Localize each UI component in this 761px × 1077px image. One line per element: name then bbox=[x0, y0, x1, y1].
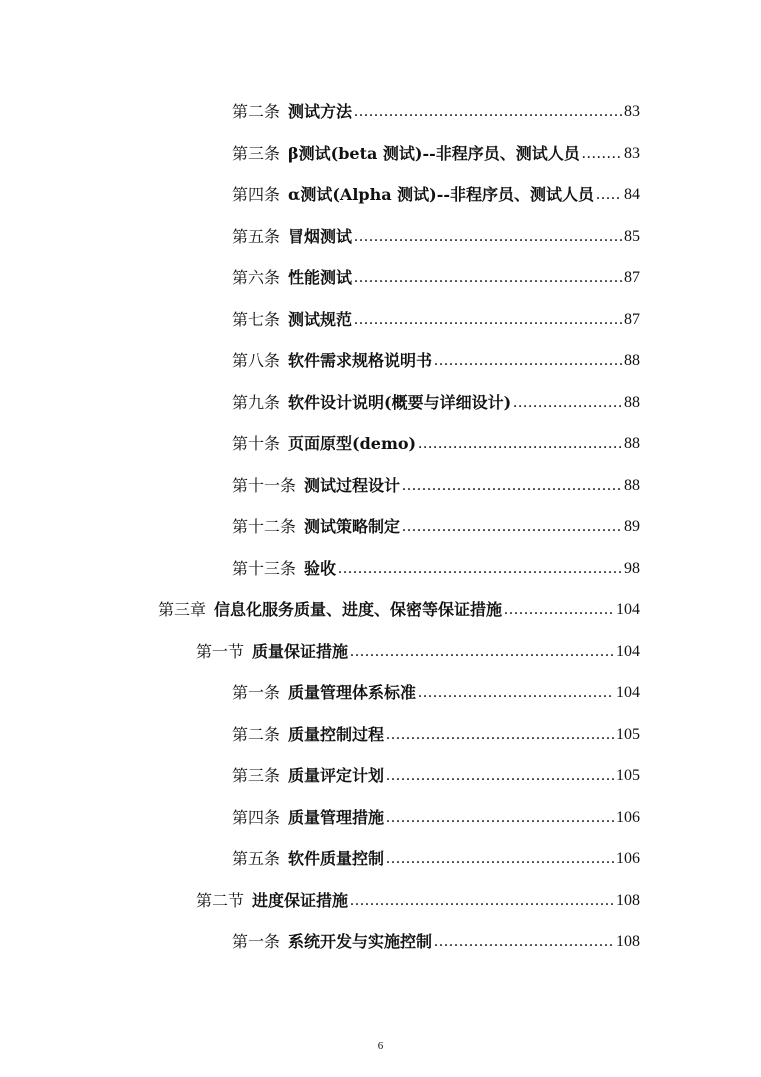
toc-entry-page: 98 bbox=[624, 560, 640, 577]
toc-entry-number: 第一条 bbox=[232, 683, 281, 702]
toc-entry-page: 104 bbox=[616, 684, 640, 701]
toc-leader-dots bbox=[418, 434, 622, 454]
toc-entry-title: 性能测试 bbox=[288, 268, 353, 287]
toc-leader-dots bbox=[434, 351, 622, 371]
toc-entry[interactable] bbox=[232, 800, 640, 828]
toc-entry[interactable] bbox=[232, 551, 640, 579]
toc-entry[interactable] bbox=[232, 385, 640, 413]
toc-entry-number: 第三条 bbox=[232, 766, 281, 785]
toc-entry-number: 第九条 bbox=[232, 393, 281, 412]
toc-entry[interactable] bbox=[232, 675, 640, 703]
toc-entry-number: 第三章 bbox=[158, 600, 207, 619]
toc-entry-page: 83 bbox=[624, 145, 640, 162]
toc-leader-dots bbox=[386, 766, 614, 786]
toc-entry[interactable] bbox=[232, 260, 640, 288]
toc-entry-page: 108 bbox=[616, 892, 640, 909]
toc-entry-number: 第五条 bbox=[232, 849, 281, 868]
toc-entry[interactable] bbox=[232, 758, 640, 786]
toc-entry-title: α测试(Alpha 测试)--非程序员、测试人员 bbox=[288, 185, 595, 204]
toc-entry-title: 进度保证措施 bbox=[252, 891, 349, 910]
toc-entry-number: 第十二条 bbox=[232, 517, 297, 536]
toc-entry-section[interactable] bbox=[196, 883, 640, 911]
toc-entry-title: 页面原型(demo) bbox=[288, 434, 417, 453]
toc-entry-number: 第四条 bbox=[232, 185, 281, 204]
toc-entry-title: 测试策略制定 bbox=[304, 517, 401, 536]
toc-entry-page: 88 bbox=[624, 352, 640, 369]
toc-leader-dots bbox=[504, 600, 614, 620]
toc-entry-title: 系统开发与实施控制 bbox=[288, 932, 433, 951]
toc-entry-title: 信息化服务质量、进度、保密等保证措施 bbox=[214, 600, 503, 619]
toc-entry[interactable] bbox=[232, 468, 640, 496]
toc-entry-page: 104 bbox=[616, 601, 640, 618]
toc-entry-page: 85 bbox=[624, 228, 640, 245]
toc-entry-title: 验收 bbox=[304, 559, 337, 578]
toc-entry-number: 第一节 bbox=[196, 642, 245, 661]
toc-leader-dots bbox=[350, 642, 614, 662]
toc-leader-dots bbox=[386, 808, 614, 828]
toc-leader-dots bbox=[354, 268, 622, 288]
toc-entry-page: 88 bbox=[624, 477, 640, 494]
toc-entry-title: 质量保证措施 bbox=[252, 642, 349, 661]
toc-entry[interactable] bbox=[232, 302, 640, 330]
toc-entry-number: 第六条 bbox=[232, 268, 281, 287]
toc-entry-title: β测试(beta 测试)--非程序员、测试人员 bbox=[288, 144, 580, 163]
toc-entry-title: 测试方法 bbox=[288, 102, 353, 121]
toc-entry-number: 第四条 bbox=[232, 808, 281, 827]
toc-entry-number: 第一条 bbox=[232, 932, 281, 951]
toc-leader-dots bbox=[386, 849, 614, 869]
toc-entry-chapter[interactable] bbox=[158, 592, 640, 620]
toc-entry-title: 软件设计说明(概要与详细设计) bbox=[288, 393, 512, 412]
toc-leader-dots bbox=[354, 102, 622, 122]
toc-entry-number: 第八条 bbox=[232, 351, 281, 370]
toc-entry-page: 108 bbox=[616, 933, 640, 950]
toc-entry-title: 测试过程设计 bbox=[304, 476, 401, 495]
toc-entry-page: 104 bbox=[616, 643, 640, 660]
toc-entry[interactable] bbox=[232, 177, 640, 205]
toc-entry-number: 第二节 bbox=[196, 891, 245, 910]
toc-entry[interactable] bbox=[232, 343, 640, 371]
toc-leader-dots bbox=[596, 185, 622, 205]
toc-entry-title: 软件质量控制 bbox=[288, 849, 385, 868]
toc-leader-dots bbox=[434, 932, 614, 952]
toc-leader-dots bbox=[582, 144, 622, 164]
toc-entry-title: 冒烟测试 bbox=[288, 227, 353, 246]
toc-entry-page: 89 bbox=[624, 518, 640, 535]
toc-entry-page: 83 bbox=[624, 103, 640, 120]
toc-entry-page: 87 bbox=[624, 311, 640, 328]
toc-leader-dots bbox=[513, 393, 622, 413]
toc-entry-page: 105 bbox=[616, 767, 640, 784]
toc-entry-page: 106 bbox=[616, 850, 640, 867]
toc-entry-number: 第二条 bbox=[232, 725, 281, 744]
toc-entry-number: 第十一条 bbox=[232, 476, 297, 495]
toc-entry-title: 质量管理措施 bbox=[288, 808, 385, 827]
toc-entry[interactable] bbox=[232, 509, 640, 537]
toc-entry-title: 质量评定计划 bbox=[288, 766, 385, 785]
toc-leader-dots bbox=[354, 310, 622, 330]
toc-entry-page: 84 bbox=[624, 186, 640, 203]
toc-entry-title: 软件需求规格说明书 bbox=[288, 351, 433, 370]
toc-leader-dots bbox=[386, 725, 614, 745]
toc-leader-dots bbox=[350, 891, 614, 911]
toc-entry-page: 88 bbox=[624, 394, 640, 411]
toc-entry-title: 测试规范 bbox=[288, 310, 353, 329]
toc-entry-number: 第五条 bbox=[232, 227, 281, 246]
toc-leader-dots bbox=[338, 559, 622, 579]
toc-entry[interactable] bbox=[232, 717, 640, 745]
toc-entry-number: 第三条 bbox=[232, 144, 281, 163]
toc-entry-number: 第十三条 bbox=[232, 559, 297, 578]
toc-leader-dots bbox=[418, 683, 614, 703]
toc-entry[interactable] bbox=[232, 219, 640, 247]
toc-entry-section[interactable] bbox=[196, 634, 640, 662]
toc-entry-page: 87 bbox=[624, 269, 640, 286]
toc-entry[interactable] bbox=[232, 426, 640, 454]
toc-entry-number: 第二条 bbox=[232, 102, 281, 121]
toc-leader-dots bbox=[402, 517, 622, 537]
toc-entry-page: 106 bbox=[616, 809, 640, 826]
toc-entry[interactable] bbox=[232, 924, 640, 952]
toc-entry-page: 105 bbox=[616, 726, 640, 743]
page-number: 6 bbox=[377, 1040, 384, 1052]
toc-entry-title: 质量管理体系标准 bbox=[288, 683, 417, 702]
toc-entry-page: 88 bbox=[624, 435, 640, 452]
toc-entry-title: 质量控制过程 bbox=[288, 725, 385, 744]
toc-entry-number: 第十条 bbox=[232, 434, 281, 453]
toc-entry[interactable] bbox=[232, 136, 640, 164]
toc-entry[interactable] bbox=[232, 94, 640, 122]
toc-entry[interactable] bbox=[232, 841, 640, 869]
toc-entry-number: 第七条 bbox=[232, 310, 281, 329]
toc-leader-dots bbox=[402, 476, 622, 496]
toc-leader-dots bbox=[354, 227, 622, 247]
